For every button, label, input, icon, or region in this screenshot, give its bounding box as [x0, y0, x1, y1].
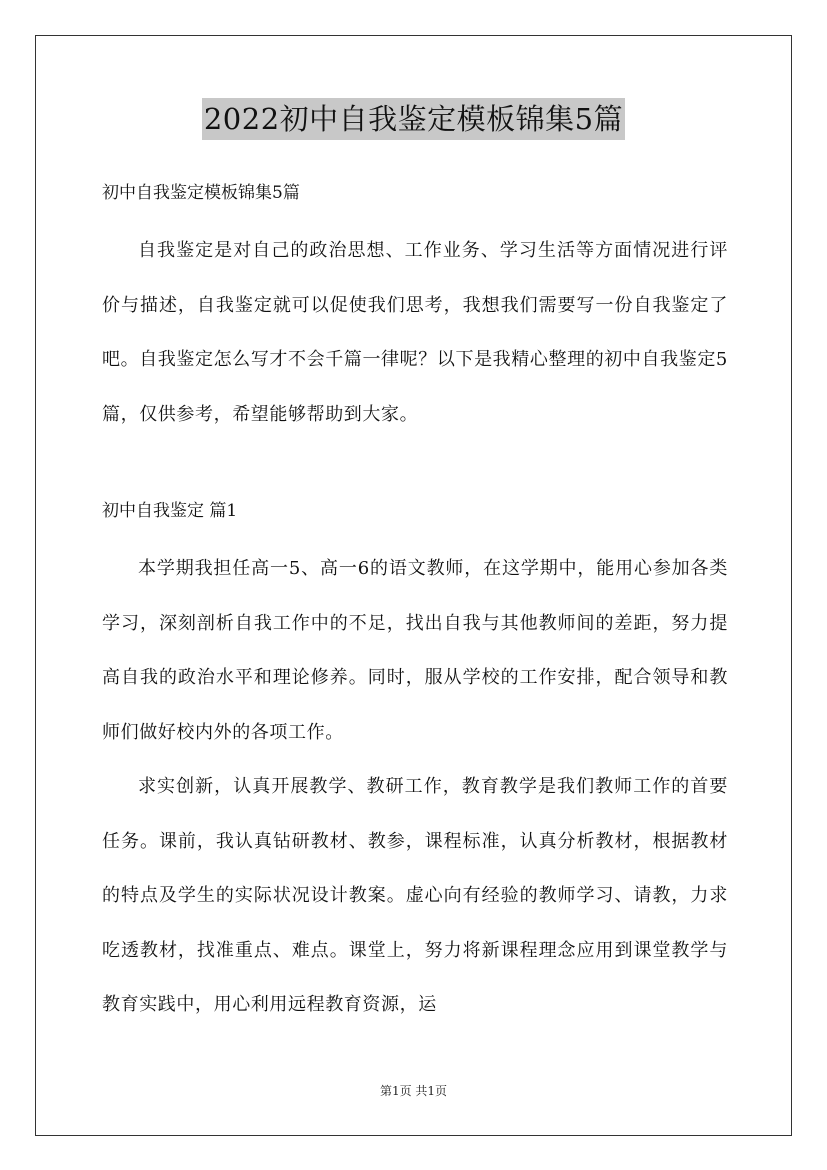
page-footer	[0, 1083, 827, 1099]
page-number: 第1页 共1页	[379, 1084, 448, 1098]
section-spacer	[102, 442, 728, 488]
document-subtitle: 初中自我鉴定模板锦集5篇	[102, 183, 300, 203]
document-title-text: 2022初中自我鉴定模板锦集5篇	[202, 98, 625, 140]
body-paragraph-2: 求实创新，认真开展教学、教研工作，教育教学是我们教师工作的首要任务。课前，我认真钻研教材、教参，课程标准，认真分析教材，根据教材的特点及学生的实际状况设计教案。虚心向有经验的教师学习、请教，力求吃透教材，找准重点、难点。课堂上，努力将新课程理念应用到课堂教学与教育实践中，用心利用远程教育资源，运	[102, 776, 728, 1015]
document-body	[102, 170, 728, 1033]
body-paragraph-1: 本学期我担任高一5、高一6的语文教师，在这学期中，能用心参加各类学习，深刻剖析自我工作中的不足，找出自我与其他教师间的差距，努力提高自我的政治水平和理论修养。同时，服从学校的工作安排，配合领导和教师们做好校内外的各项工作。	[102, 558, 728, 743]
document-title	[0, 98, 827, 140]
intro-paragraph: 自我鉴定是对自己的政治思想、工作业务、学习生活等方面情况进行评价与描述，自我鉴定就可以促使我们思考，我想我们需要写一份自我鉴定了吧。自我鉴定怎么写才不会千篇一律呢？以下是我精心整理的初中自我鉴定5篇，仅供参考，希望能够帮助到大家。	[102, 240, 728, 425]
section-heading: 初中自我鉴定 篇1	[102, 501, 238, 521]
